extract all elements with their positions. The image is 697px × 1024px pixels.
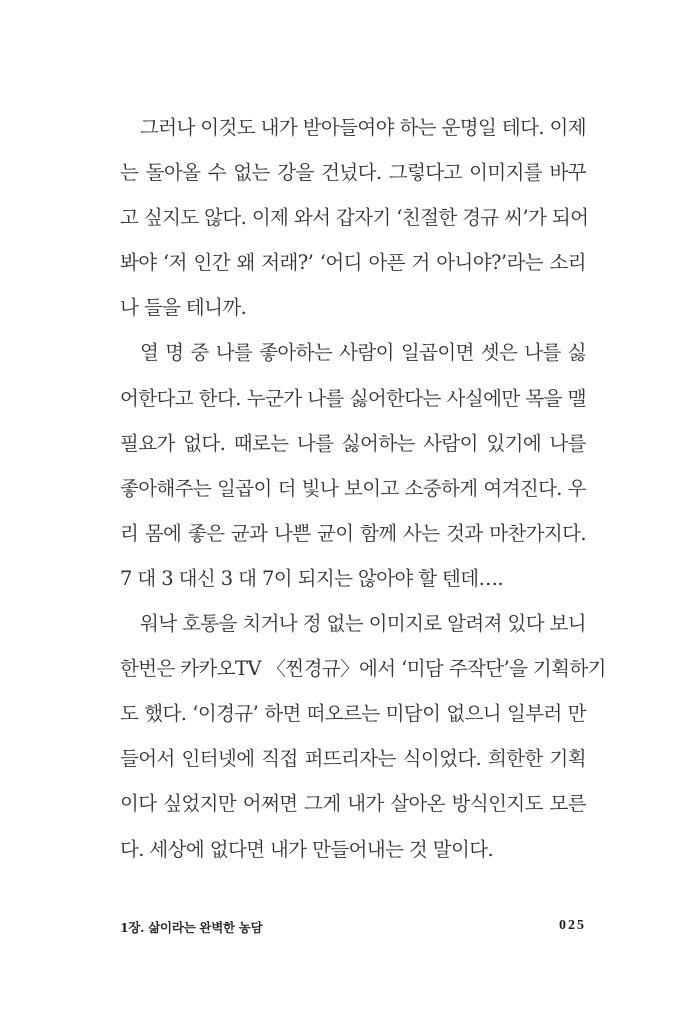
chapter-title: 1장. 삶이라는 완벽한 농담 <box>120 920 263 935</box>
paragraph-2-line-5: 리 몸에 좋은 균과 나쁜 균이 함께 사는 것과 마찬가지다. <box>120 521 586 545</box>
paragraph-1-line-3: 고 싶지도 않다. 이제 와서 갑자기 ‘친절한 경규 씨’가 되어 <box>120 206 589 230</box>
paragraph-2-line-6: 7 대 3 대신 3 대 7이 되지는 않아야 할 텐데…. <box>120 566 504 590</box>
paragraph-1-line-2: 는 돌아올 수 없는 강을 건넜다. 그렇다고 이미지를 바꾸 <box>120 161 586 185</box>
body-text <box>120 105 606 872</box>
paragraph-1-line-4: 봐야 ‘저 인간 왜 저래?’ ‘어디 아픈 거 아니야?’라는 소리 <box>120 251 586 275</box>
paragraph-2-line-1: 열 명 중 나를 좋아하는 사람이 일곱이면 셋은 나를 싫 <box>140 341 586 365</box>
paragraph-3-line-6: 다. 세상에 없다면 내가 만들어내는 것 말이다. <box>120 837 494 861</box>
paragraph-2-line-3: 필요가 없다. 때로는 나를 싫어하는 사람이 있기에 나를 <box>120 431 586 455</box>
paragraph-1-line-1: 그러나 이것도 내가 받아들여야 하는 운명일 테다. 이제 <box>140 116 587 139</box>
page-footer <box>120 916 586 938</box>
paragraph-3-line-3: 도 했다. ‘이경규’ 하면 떠오르는 미담이 없으니 일부러 만 <box>120 702 586 726</box>
paragraph-3-line-5: 이다 싶었지만 어쩌면 그게 내가 살아온 방식인지도 모른 <box>120 792 586 816</box>
paragraph-2-line-4: 좋아해주는 일곱이 더 빛나 보이고 소중하게 여겨진다. 우 <box>120 476 586 500</box>
paragraph-2-line-2: 어한다고 한다. 누군가 나를 싫어한다는 사실에만 목을 맬 <box>120 386 586 410</box>
paragraph-1-line-5: 나 들을 테니까. <box>120 296 247 320</box>
paragraph-3-line-1: 워낙 호통을 치거나 정 없는 이미지로 알려져 있다 보니 <box>140 612 587 636</box>
page-number: 025 <box>559 918 586 933</box>
paragraph-3-line-4: 들어서 인터넷에 직접 퍼뜨리자는 식이었다. 희한한 기획 <box>120 747 586 771</box>
paragraph-3-line-2: 한번은 카카오TV 〈찐경규〉에서 ‘미담 주작단’을 기획하기 <box>120 657 606 681</box>
